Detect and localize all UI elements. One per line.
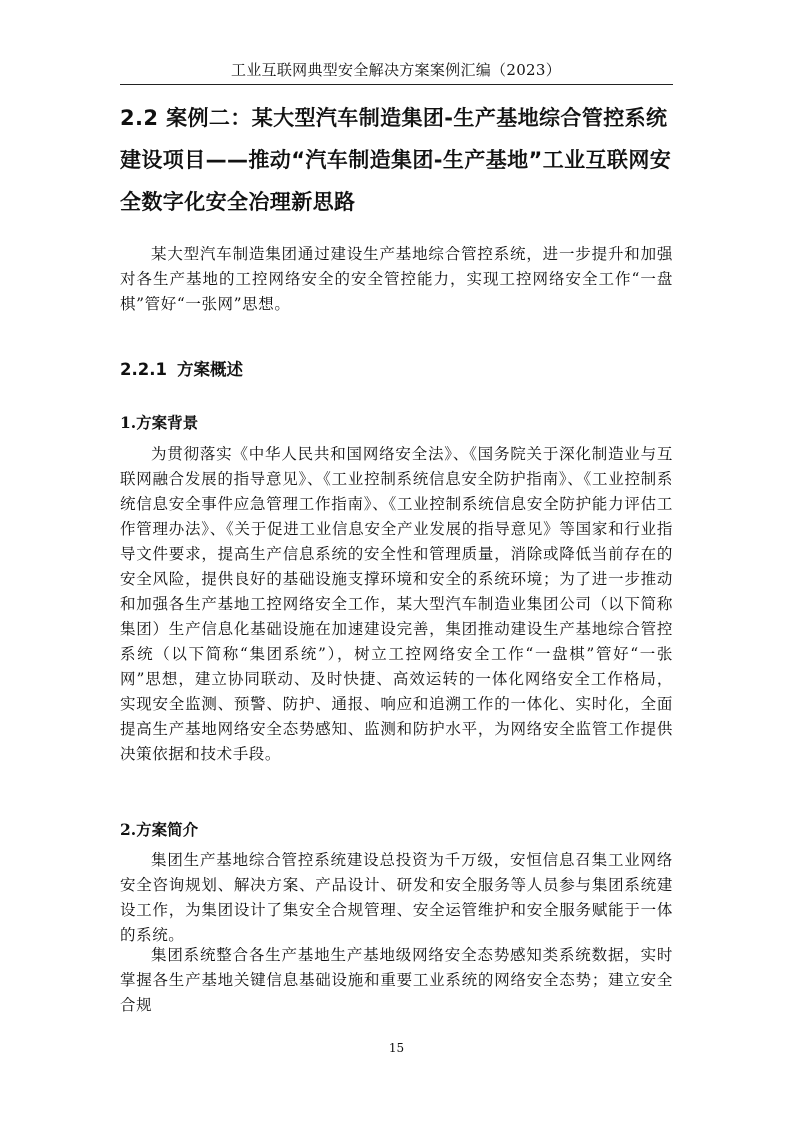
subsection-heading bbox=[120, 357, 243, 383]
summary-paragraph-1: 集团生产基地综合管控系统建设总投资为千万级，安恒信息召集工业网络安全咨询规划、解决方案、产品设计、研发和安全服务等人员参与集团系统建设工作，为集团设计了集安全合规管理、安全运管维护和安全服务赋能于一体的系统。 bbox=[120, 851, 673, 944]
running-header: 工业互联网典型安全解决方案案例汇编（2023） bbox=[230, 61, 562, 79]
page-number: 15 bbox=[388, 1041, 405, 1055]
section-title: 2.2 案例二：某大型汽车制造集团-生产基地综合管控系统建设项目——推动“汽车制造集团-生产基地”工业互联网安全数字化安全冶理新思路 bbox=[120, 106, 672, 214]
summary-paragraph-2: 集团系统整合各生产基地生产基地级网络安全态势感知类系统数据，实时掌握各生产基地关键信息基础设施和重要工业系统的网络安全态势；建立安全合规 bbox=[120, 946, 673, 1014]
subsection-title: 方案概述 bbox=[176, 360, 243, 379]
subsection-number: 2.2.1 bbox=[120, 360, 167, 379]
header-divider bbox=[120, 84, 673, 85]
summary-heading: 2.方案简介 bbox=[120, 820, 199, 839]
intro-paragraph: 某大型汽车制造集团通过建设生产基地综合管控系统，进一步提升和加强对各生产基地的工控网络安全的安全管控能力，实现工控网络安全工作“一盘棋”管好“一张网”思想。 bbox=[120, 245, 673, 313]
background-heading: 1.方案背景 bbox=[120, 413, 199, 432]
background-paragraph: 为贯彻落实《中华人民共和国网络安全法》、《国务院关于深化制造业与互联网融合发展的指导意见》、《工业控制系统信息安全防护指南》、《工业控制系统信息安全事件应急管理工作指南》、《工业控制系统信息安全防护能力评估工作管理办法》、《关于促进工业信息安全产业发展的指导意见》等国家和行业指导文件要求，提高生产信息系统的安全性和管理质量，消除或降低当前存在的安全风险，提供良好的基础设施支撑环境和安全的系统环境；为了进一步推动和加强各生产基地工控网络安全工作，某大型汽车制造业集团公司（以下简称集团）生产信息化基础设施在加速建设完善，集团推动建设生产基地综合管控系统（以下简称“集团系统”），树立工控网络安全工作“一盘棋”管好“一张网”思想，建立协同联动、及时快捷、高效运转的一体化网络安全工作格局，实现安全监测、预警、防护、通报、响应和追溯工作的一体化、实时化，全面提高生产基地网络安全态势感知、监测和防护水平，为网络安全监管工作提供决策依据和技术手段。 bbox=[120, 445, 673, 763]
